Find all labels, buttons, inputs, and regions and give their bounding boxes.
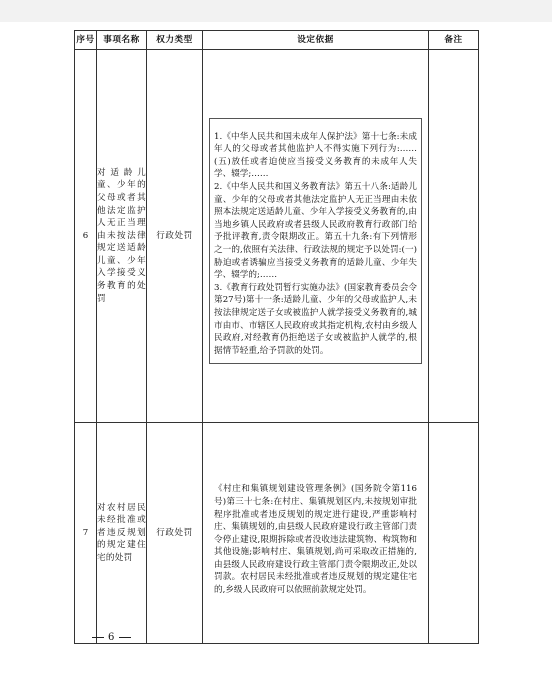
basis-paragraph: 3.《教育行政处罚暂行实施办法》(国家教育委员会令第27号)第十一条:适龄儿童、少年的父母或监护人,未按法律规定送子女或被监护人就学接受义务教育的,城市由市、市辖区人民政府或其指定机构,农村由乡级人民政府,对经教育仍拒绝送子女或被监护人就学的,根据情节轻重,给予罚款的处罚。 [214,282,417,356]
header-seq: 序号 [75,31,97,50]
basis-paragraph: 2.《中华人民共和国义务教育法》第五十八条:适龄儿童、少年的父母或者其他法定监护人无正当理由未依照本法规定送适龄儿童、少年入学接受义务教育的,由当地乡镇人民政府或者县级人民政府教育行政部门给予批评教育,责令限期改正。第五十九条:有下列情形之一的,依照有关法律、行政法规的规定予以处罚:(一)胁迫或者诱骗应当接受义务教育的适龄儿童、少年失学、辍学的;…… [214,182,417,281]
table-row [75,423,479,644]
top-bar [0,0,552,22]
header-name: 事项名称 [97,31,147,50]
page-number [88,632,135,643]
header-basis: 设定依据 [203,31,429,50]
row-remark [429,50,479,423]
basis-paragraph: 《村庄和集镇规划建设管理条例》(国务院令第116号)第三十七条:在村庄、集镇规划区内,未按规划审批程序批准或者违反规划的规定进行建设,严重影响村庄、集镇规划的,由县级人民政府建设行政主管部门责令停止建设,限期拆除或者没收违法建筑物、构筑物和其他设施;影响村庄、集镇规划,尚可采取改正措施的,由县级人民政府建设行政主管部门责令限期改正,处以罚款。农村居民未经批准或者违反规划的规定建住宅的,乡级人民政府可以依照前款规定处罚。 [214,484,417,596]
header-power: 权力类型 [147,31,203,50]
dash-icon [92,637,104,638]
basis-box [209,118,422,365]
row-power: 行政处罚 [147,50,203,423]
power-list-table [74,30,479,644]
row-name: 对适龄儿童、少年的父母或者其他法定监护人无正当理由未按法律规定送适龄儿童、少年入学接受义务教育的处罚 [97,50,147,423]
table-row [75,50,479,423]
row-basis [203,50,429,423]
page-number-text: 6 [108,632,116,643]
header-remark: 备注 [429,31,479,50]
table-header-row [75,31,479,50]
row-name: 对农村居民未经批准或者违反规划的规定建住宅的处罚 [97,423,147,644]
basis-box [209,456,422,603]
row-power: 行政处罚 [147,423,203,644]
row-remark [429,423,479,644]
row-seq: 6 [75,50,97,423]
basis-paragraph: 1.《中华人民共和国未成年人保护法》第十七条:未成年人的父母或者其他监护人不得实施下列行为:……(五)放任或者迫使应当接受义务教育的未成年人失学、辍学;…… [214,131,417,180]
row-basis [203,423,429,644]
row-seq: 7 [75,423,97,644]
dash-icon [119,637,131,638]
